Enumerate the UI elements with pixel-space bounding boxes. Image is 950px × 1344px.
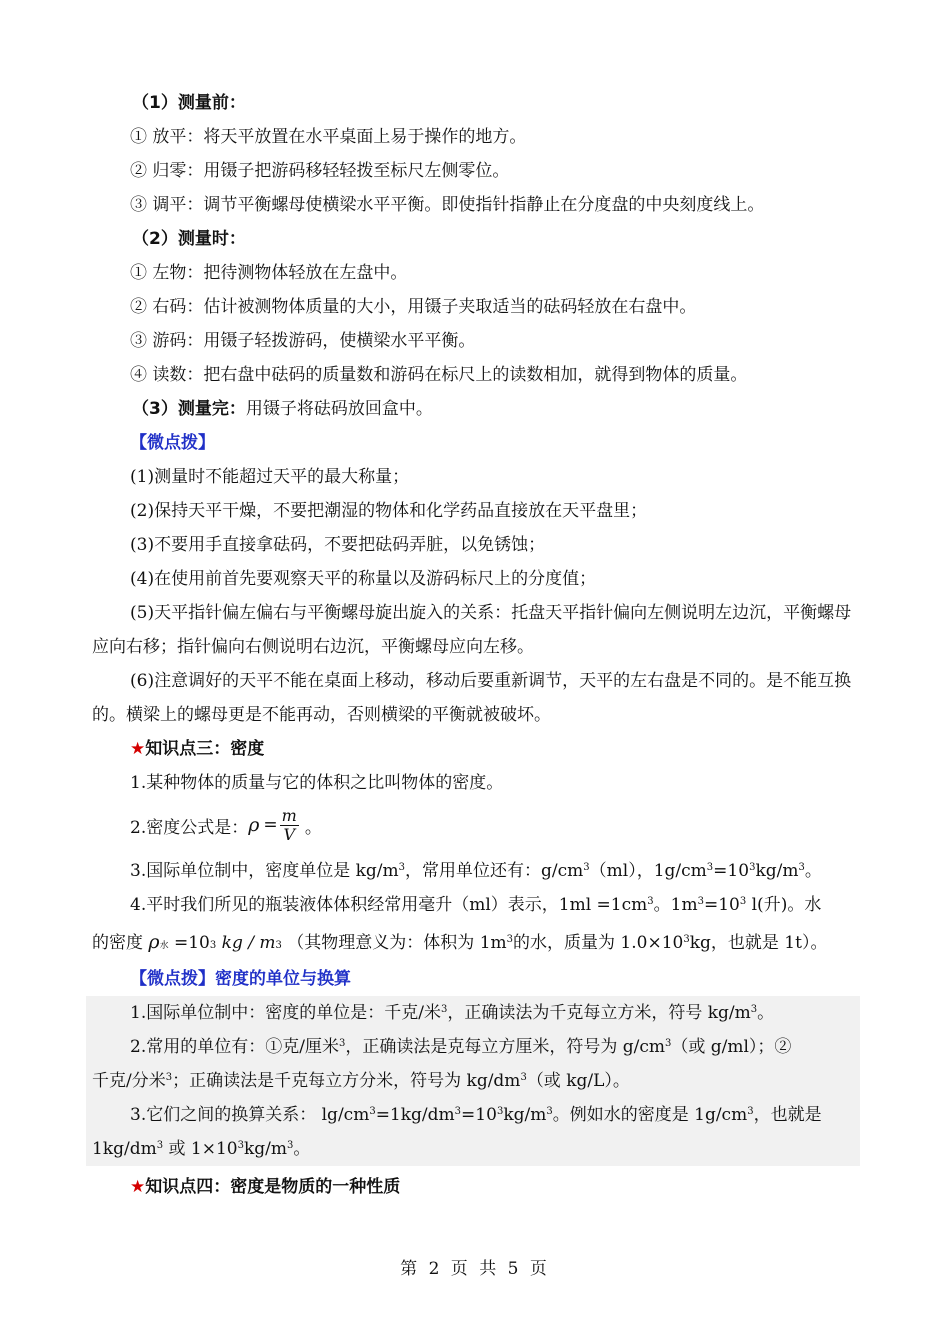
text-run: 4.平时我们所见的瓶装液体体积经常用毫升（ml）表示，1ml =1cm (130, 895, 648, 915)
superscript: 3 (369, 1106, 376, 1117)
tip-item: (5)天平指针偏左偏右与平衡螺母旋出旋入的关系：托盘天平指针偏向左侧说明左边沉，平衡螺母应向右移；指针偏向右侧说明右边沉，平衡螺母应向左移。 (92, 603, 852, 657)
equals-sign: = (263, 815, 278, 835)
superscript: 3 (647, 896, 654, 907)
superscript: 3 (237, 1140, 244, 1151)
text-run: 。 (804, 861, 822, 881)
section-heading-after: （3）测量完： (132, 399, 246, 419)
text-run: 1.国际单位制中：密度的单位是：千克/米 (130, 1003, 441, 1023)
volume-units-line (92, 888, 860, 922)
superscript: 3 (683, 934, 690, 945)
superscript: 3 (398, 862, 406, 873)
kp4-title-text: 知识点四：密度是物质的一种性质 (145, 1177, 401, 1197)
tip2-title: 【微点拨】密度的单位与换算 (130, 969, 351, 989)
superscript: 3 (338, 1038, 346, 1049)
rho-subscript: 水 (159, 941, 169, 951)
superscript: 3 (287, 1140, 294, 1151)
superscript: 3 (440, 1004, 448, 1015)
section-after (92, 392, 860, 426)
section-heading-before: （1）测量前： (132, 93, 246, 113)
text-run: （或 g/ml）；② (671, 1037, 792, 1057)
superscript: 3 (750, 1004, 758, 1015)
text-run: kg/m (755, 861, 799, 881)
tip2-paragraph-3a (92, 1098, 860, 1132)
text-run: 3.国际单位制中，密度单位是 kg/m (130, 861, 399, 881)
list-item: ③ 调平：调节平衡螺母使横梁水平平衡。即使指针指静止在分度盘的中央刻度线上。 (130, 195, 765, 215)
fraction (280, 807, 299, 844)
superscript: 3 (583, 862, 590, 873)
text-run: kg，也就是 1t）。 (689, 933, 828, 953)
list-item: ② 归零：用镊子把游码移轻轻拨至标尺左侧零位。 (130, 161, 510, 181)
text-run: 。1m (653, 895, 698, 915)
density-formula (248, 807, 305, 844)
superscript: 3 (747, 1106, 754, 1117)
superscript: 3 (706, 862, 714, 873)
rho-symbol: ρ (248, 814, 260, 836)
text-run: =1kg/dm (375, 1105, 455, 1125)
section-heading-during: （2）测量时： (132, 229, 246, 249)
fraction-numerator: m (281, 805, 297, 825)
superscript: 3 (506, 934, 514, 945)
water-density-formula: ρ 水 =10 3 kg / m 3 (148, 922, 281, 966)
page-footer: 第 2 页 共 5 页 (400, 1259, 550, 1279)
text-run: 。例如水的密度是 1g/cm (552, 1105, 748, 1125)
formula-suffix: 。 (304, 817, 322, 838)
text-run: 2.常用的单位有：①克/厘米 (130, 1037, 339, 1057)
text-run: l(升)。水 (746, 895, 822, 915)
text-run: kg/m (503, 1105, 547, 1125)
list-item: ① 左物：把待测物体轻放在左盘中。 (130, 263, 408, 283)
text-run: （或 kg/L）。 (526, 1071, 630, 1091)
text-run: 千克/分米 (92, 1071, 166, 1091)
text-run: ，常用单位还有：g/cm (405, 861, 584, 881)
superscript: 3 (546, 1106, 553, 1117)
tip2-paragraph-2a (92, 1030, 860, 1064)
rho-symbol: ρ (148, 931, 160, 953)
tip-item: (4)在使用前首先要观察天平的称量以及游码标尺上的分度值； (130, 569, 597, 589)
list-item: ② 右码：估计被测物体质量的大小，用镊子夹取适当的砝码轻放在右盘中。 (130, 297, 697, 317)
list-item: ③ 游码：用镊子轻拨游码，使横梁水平平衡。 (130, 331, 476, 351)
superscript: 3 (739, 896, 747, 907)
tip2-shaded-block (86, 996, 860, 1166)
text-run: =10 (174, 933, 210, 953)
text-run: 。 (757, 1003, 775, 1023)
list-item: ④ 读数：把右盘中砝码的质量数和游码在标尺上的读数相加，就得到物体的质量。 (130, 365, 748, 385)
star-icon: ★ (130, 1177, 146, 1197)
text-run: 的密度 (92, 933, 143, 953)
knowledge-point-4-title (92, 1170, 860, 1204)
document-page (92, 86, 860, 1204)
superscript: 3 (165, 1072, 173, 1083)
text-run: ，也就是 (753, 1105, 822, 1125)
density-definition: 1.某种物体的质量与它的体积之比叫物体的密度。 (130, 773, 504, 793)
text-run: ；正确读法是千克每立方分米，符号为 kg/dm (172, 1071, 521, 1091)
tip-title: 【微点拨】 (130, 433, 215, 453)
superscript: 3 (520, 1072, 527, 1083)
text-run: kg/m (243, 1139, 288, 1159)
superscript: 3 (798, 862, 805, 873)
superscript: 3 (697, 896, 704, 907)
water-density-line (92, 922, 860, 962)
superscript: 3 (454, 1106, 462, 1117)
text-run: 。 (293, 1139, 311, 1159)
text-run: =10 (461, 1105, 497, 1125)
superscript: 3 (496, 1106, 504, 1117)
text-run: 1kg/dm (92, 1139, 157, 1159)
superscript: 3 (664, 1038, 672, 1049)
text-run: （ml），1g/cm (589, 861, 707, 881)
superscript: 3 (156, 1140, 164, 1151)
tip2-paragraph-1 (92, 996, 860, 1030)
density-units-line (92, 854, 860, 888)
fraction-denominator: V (283, 824, 296, 844)
kp3-title-text: 知识点三：密度 (145, 739, 265, 759)
knowledge-point-3-title (92, 732, 860, 766)
text-run: ，正确读法为千克每立方米，符号 kg/m (447, 1003, 751, 1023)
text-run: 的水，质量为 1.0×10 (513, 933, 684, 953)
tip-item: (6)注意调好的天平不能在桌面上移动，移动后要重新调节，天平的左右盘是不同的。是不能互换的。横梁上的螺母更是不能再动，否则横梁的平衡就被破坏。 (92, 671, 852, 725)
text-run: 或 1×10 (163, 1139, 238, 1159)
tip-item: (1)测量时不能超过天平的最大称量； (130, 467, 410, 487)
text-run: ，正确读法是克每立方厘米，符号为 g/cm (345, 1037, 665, 1057)
text-run: kg / m (221, 933, 276, 953)
section-after-text: 用镊子将砝码放回盒中。 (245, 399, 433, 419)
density-formula-line (92, 800, 860, 850)
text-run: （其物理意义为：体积为 1m (287, 933, 507, 953)
tip2-paragraph-3b (92, 1132, 860, 1166)
tip-item: (3)不要用手直接拿砝码，不要把砝码弄脏，以免锈蚀； (130, 535, 546, 555)
text-run: 3.它们之间的换算关系： lg/cm (130, 1105, 370, 1125)
tip-item: (2)保持天平干燥，不要把潮湿的物体和化学药品直接放在天平盘里； (130, 501, 648, 521)
superscript: 3 (749, 862, 756, 873)
list-item: ① 放平：将天平放置在水平桌面上易于操作的地方。 (130, 127, 527, 147)
tip2-paragraph-2b (92, 1064, 860, 1098)
formula-prefix: 2.密度公式是： (130, 817, 249, 838)
text-run: =10 (713, 861, 750, 881)
text-run: =10 (703, 895, 740, 915)
star-icon: ★ (130, 739, 146, 759)
